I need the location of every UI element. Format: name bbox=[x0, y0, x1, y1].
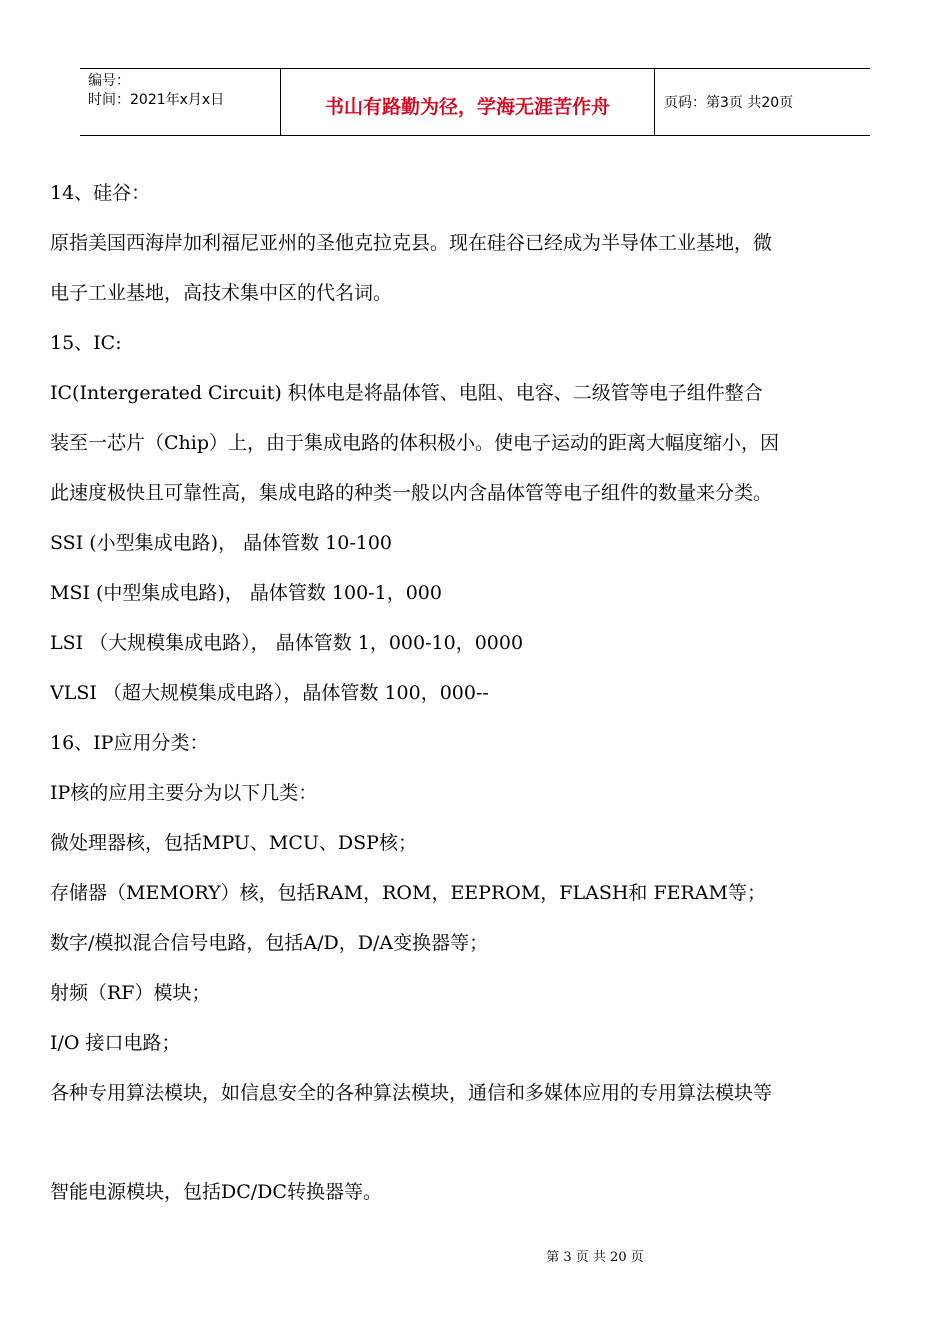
ic-category-msi: MSI (中型集成电路)， 晶体管数 100-1，000 bbox=[50, 582, 442, 604]
header-meta-cell bbox=[80, 69, 281, 135]
ic-category-vlsi: VLSI （超大规模集成电路），晶体管数 100，000-- bbox=[50, 682, 489, 704]
heading-ip-classification: 16、IP应用分类： bbox=[50, 732, 209, 754]
heading-ic: 15、IC: bbox=[50, 332, 122, 354]
list-item: 微处理器核，包括MPU、MCU、DSP核； bbox=[50, 832, 417, 854]
paragraph-line: 电子工业基地，高技术集中区的代名词。 bbox=[50, 282, 393, 304]
list-item: 智能电源模块，包括DC/DC转换器等。 bbox=[50, 1181, 382, 1203]
paragraph-line: 此速度极快且可靠性高，集成电路的种类一般以内含晶体管等电子组件的数量来分类。 bbox=[50, 482, 773, 504]
page-footer bbox=[0, 1246, 950, 1265]
header-time-label: 时间：2021年x月x日 bbox=[88, 92, 225, 108]
paragraph-line: IC(Intergerated Circuit) 积体电是将晶体管、电阻、电容、二级管等电子组件整合 bbox=[50, 382, 763, 404]
document-body bbox=[50, 168, 900, 1217]
list-item: 数字/模拟混合信号电路，包括A/D，D/A变换器等； bbox=[50, 932, 489, 954]
header-motto-cell bbox=[281, 69, 655, 135]
list-item: 存储器（MEMORY）核，包括RAM，ROM，EEPROM，FLASH和 FERAM等； bbox=[50, 882, 766, 904]
heading-silicon-valley: 14、硅谷： bbox=[50, 182, 151, 204]
header-number-label: 编号： bbox=[88, 73, 130, 89]
ic-category-lsi: LSI （大规模集成电路）， 晶体管数 1，000-10，0000 bbox=[50, 632, 524, 654]
header-motto: 书山有路勤为径，学海无涯苦作舟 bbox=[324, 95, 610, 118]
list-item: 各种专用算法模块，如信息安全的各种算法模块，通信和多媒体应用的专用算法模块等 bbox=[50, 1082, 773, 1104]
paragraph-line: 装至一芯片（Chip）上，由于集成电路的体积极小。使电子运动的距离大幅度缩小，因 bbox=[50, 432, 780, 454]
paragraph-line: 原指美国西海岸加利福尼亚州的圣他克拉克县。现在硅谷已经成为半导体工业基地，微 bbox=[50, 232, 773, 254]
header-page-info: 页码：第3页 共20页 bbox=[664, 95, 794, 111]
document-header bbox=[80, 68, 870, 136]
list-item: 射频（RF）模块； bbox=[50, 982, 211, 1004]
footer-page-number: 第 3 页 共 20 页 bbox=[546, 1250, 644, 1265]
header-page-cell bbox=[655, 69, 870, 135]
list-item: I/O 接口电路； bbox=[50, 1032, 181, 1054]
ic-category-ssi: SSI (小型集成电路)， 晶体管数 10-100 bbox=[50, 532, 393, 554]
paragraph-line: IP核的应用主要分为以下几类： bbox=[50, 782, 318, 804]
